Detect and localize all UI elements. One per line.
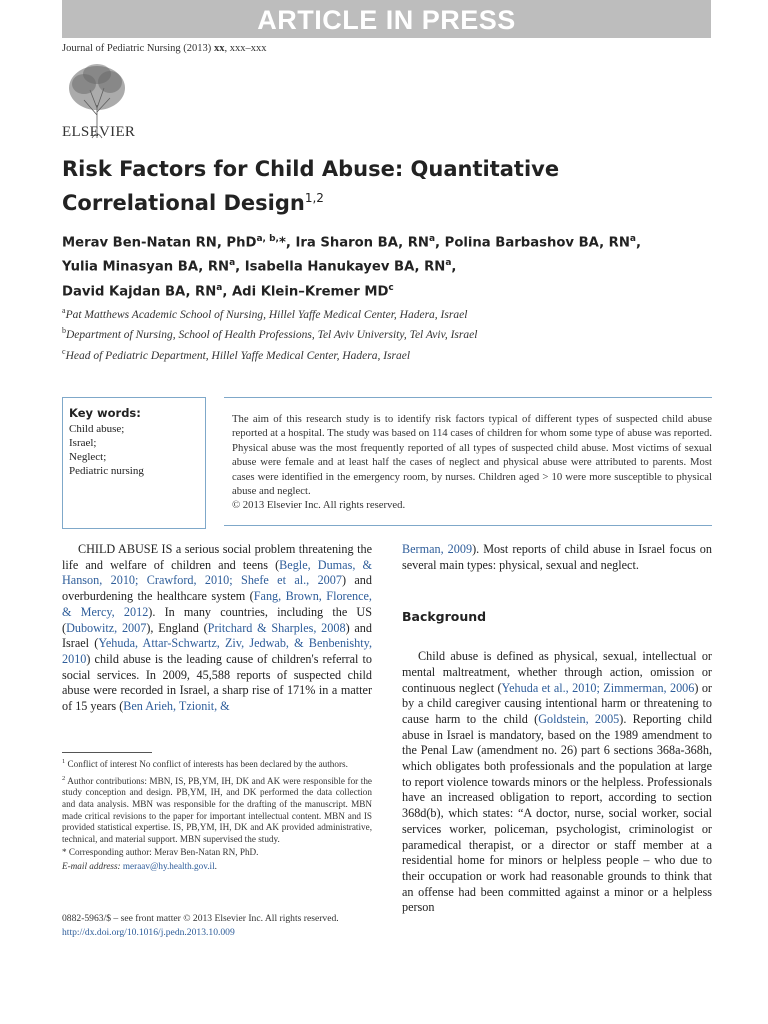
doi-link[interactable]: http://dx.doi.org/10.1016/j.pedn.2013.10.009 [62,926,235,938]
abstract-top-rule [224,397,712,398]
keywords-box [62,397,206,529]
background-paragraph: Child abuse is defined as physical, sexual, intellectual or mental maltreatment, whether through action, omission or continuous neglect (Yehuda et al., 2010; Zimmerman, 2006) or by a child caregiver causing intentional harm or threatening to cause harm to the child (Goldstein, 2005). Reporting child abuse in Israel is mandatory, based on the 1989 amendment to the Penal Law (amendment no. 26) part 6 sections 368a-368h, which obligates both professionals and the population at large to report violence towards minors or the helpless. Professionals have an increased obligation to report, according to section 368d(b), which states: “A doctor, nurse, social worker, social services worker, policeman, psychologist, criminologist or paramedical therapist, or a director or staff member at a residential home for minors or helpless people – who due to their occupation or work had reasonable grounds to think that an offense had been committed against a minor or a helpless person [402,649,712,915]
keywords-title: Key words: [69,406,141,420]
email-line: E-mail address: meraav@hy.health.gov.il. [62,860,217,871]
issn-line: 0882-5963/$ – see front matter © 2013 Elsevier Inc. All rights reserved. [62,913,339,924]
citation-link[interactable]: Yehuda et al., 2010; Zimmerman, 2006 [501,680,695,695]
publisher-logo-text: ELSEVIER [62,124,136,140]
affiliation-c: $^c$Head of Pediatric Department, Hillel Yaffe Medical Center, Hadera, Israel [62,346,411,362]
footnotes [62,756,372,874]
keyword-item: Child abuse; [69,423,125,435]
citation-link[interactable]: Ben Arieh, Tzionit, & [123,699,230,714]
abstract [232,412,712,513]
keyword-item: Neglect; [69,451,107,463]
intro-continuation: Berman, 2009). Most reports of child abuse in Israel focus on several main types: physical, sexual and neglect. [402,542,712,572]
left-column [62,542,372,715]
citation-link[interactable]: Fang, Brown, Florence, & Mercy, 2012 [62,589,372,619]
footnote-2: $^2$ Author contributions: MBN, IS, PB,YM, IH, DK and AK were responsible for the study conception and design. PB,YM, IH, and DK performed the data collection and data analysis. MBN was responsible for the drafting of the manuscript. MBN made critical revisions to the paper for important intellectual content. MBN and IS provided statistical expertise. IS, PB,YM, IH, DK and AK provided administrative, technical, and material support. MBN supervised the study. [62,774,372,844]
affiliation-b: $^b$Department of Nursing, School of Health Professions, Tel Aviv University, Tel Aviv, Israel [62,326,478,342]
citation-link[interactable]: Yehuda, Attar-Schwartz, Ziv, Jedwab, & Benbenishty, 2010 [62,636,372,666]
article-in-press-banner: ARTICLE IN PRESS [62,0,711,38]
keyword-item: Israel; [69,437,97,449]
intro-paragraph: CHILD ABUSE IS a serious social problem threatening the life and welfare of children and teens (Begle, Dumas, & Hanson, 2010; Crawford, 2010; Shefe et al., 2007) and overburdening the healthcare system (Fang, Brown, Florence, & Mercy, 2012). In many countries, including the US (Dubowitz, 2007), England (Pritchard & Sharples, 2008) and Israel (Yehuda, Attar-Schwartz, Ziv, Jedwab, & Benbenishty, 2010) child abuse is the leading cause of children's referral to social services. In 2009, 45,588 reports of suspected child abuse were recorded in Israel, a sharp rise of 171% in a matter of 15 years (Ben Arieh, Tzionit, & [62,542,372,714]
footnote-rule [62,752,152,753]
author-list: Merav Ben-Natan RN, PhD$^{a, b,}$*, Ira Sharon BA, $RN^a$, Polina Barbashov BA, $RN^a$, Yulia Minasyan BA, $RN^a$, Isabella Hanukayev BA, $RN^a$, David Kajdan BA, $RN^a$, Adi Klein–Kremer $MD^c$ [62,234,641,300]
abstract-copyright: © 2013 Elsevier Inc. All rights reserved. [232,499,406,512]
right-column [402,542,712,916]
background-heading: Background [402,609,487,625]
corresponding-author: * Corresponding author: Merav Ben-Natan RN, PhD. [62,847,259,858]
email-link[interactable]: meraav@hy.health.gov.il [122,860,215,871]
affiliation-a: $^a$Pat Matthews Academic School of Nursing, Hillel Yaffe Medical Center, Hadera, Israel [62,306,468,321]
abstract-text: The aim of this research study is to identify risk factors typical of different types of suspected child abuse reported at a hospital. The study was based on 114 cases of children for whom some type of abuse was reported. Physical abuse was the most frequently reported of all types of suspected child abuse. Most victims of sexual abuse were female and at least half the cases of neglect and physical abuse were attributed to parents. Most cases were identified in the emergency room, by nurses. Children aged > 10 were more susceptible to physical abuse and neglect. [232,413,712,498]
citation-link[interactable]: Dubowitz, 2007 [66,620,147,635]
page-footer [62,912,392,939]
footnote-1: $^1$ Conflict of interest No conflict of interests has been declared by the authors. [62,758,348,770]
abstract-bottom-rule [224,525,712,526]
citation-link[interactable]: Goldstein, 2005 [538,711,620,726]
journal-citation: Journal of Pediatric Nursing (2013) xx, xxx–xxx [62,43,267,54]
citation-link[interactable]: Berman, 2009 [402,542,473,556]
affiliations [62,303,722,364]
citation-link[interactable]: Pritchard & Sharples, 2008 [207,620,346,635]
keyword-item: Pediatric nursing [69,465,144,477]
citation-link[interactable]: Begle, Dumas, & Hanson, 2010; Crawford, 2010; Shefe et al., 2007 [62,557,372,588]
article-title: Risk Factors for Child Abuse: Quantitative Correlational Design$^{1,2}$ [62,157,560,215]
